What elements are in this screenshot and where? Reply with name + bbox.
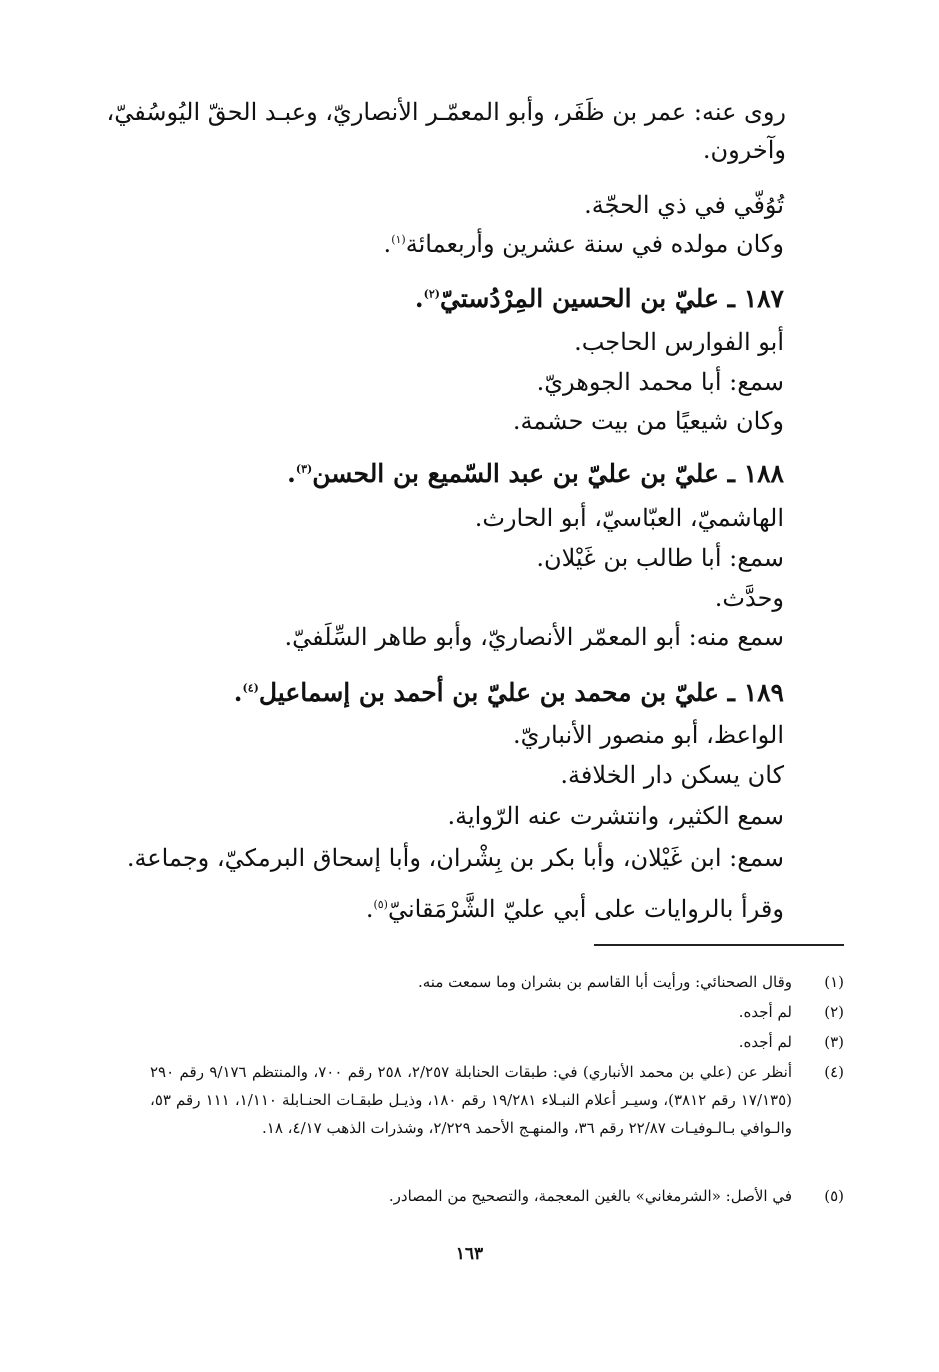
footnote-separator [594, 944, 844, 946]
text-line: الواعظ، أبو منصور الأنباريّ. [512, 721, 784, 749]
page-number: ١٦٣ [455, 1244, 484, 1264]
text-line [366, 893, 784, 925]
text-line: أبو الفوارس الحاجب. [574, 328, 784, 356]
text-span: . [233, 678, 243, 707]
text-line: سمع: ابن غَيْلان، وأبا بكر بن بِشْران، وأبا إسحاق البرمكيّ، وجماعة. [126, 844, 784, 872]
text-line: وحدَّث. [714, 584, 784, 612]
text-line: وآخرون. [702, 136, 786, 164]
text-span: وقرأ بالروايات على أبي عليّ الشَّرْمَقانيّ [387, 895, 784, 923]
footnote-text: أنظر عن (علي بن محمد الأنباري) في: طبقات الحنابلة ٢/٢٥٧، ٢٥٨ رقم ٧٠٠، والمنتظم ٩/١٧٦ رقم ٢٩٠ (١٧/١٣٥ رقم ٣٨١٢)، وسيـر أعلام النبـلاء ١٩/٢٨١ رقم ١٨٠، وذيـل طبقـات الحنـابلة ١/١١٠، ١١١ رقم ٥٣، والـوافي بـالـوفيـات ٢٢/٨٧ رقم ٣٦، والمنهـج الأحمد ٢/٢٢٩، وشذرات الذهب ٤/١٧، ١٨. [150, 1063, 793, 1137]
footnote-ref: (٤) [242, 681, 259, 695]
heading-text: ١٨٨ ـ عليّ بن عليّ بن عبد السّميع بن الحسن [312, 459, 784, 488]
text-span: . [287, 459, 296, 488]
footnote-text: لم أجده. [738, 1003, 792, 1021]
footnote-5 [150, 1182, 844, 1210]
footnote-text: لم أجده. [738, 1033, 792, 1051]
footnote-3 [150, 1028, 844, 1056]
text-line: وكان شيعيًا من بيت حشمة. [512, 407, 784, 435]
footnote-2 [150, 998, 844, 1026]
footnote-text: وقال الصحنائي: ورأيت أبا القاسم بن بشران وما سمعت منه. [417, 973, 792, 991]
text-line: سمع منه: أبو المعمّر الأنصاريّ، وأبو طاهر السِّلَفيّ. [284, 623, 784, 651]
footnote-number: (١) [824, 973, 844, 991]
footnote-number: (٥) [824, 1187, 844, 1205]
text-span: . [365, 895, 374, 923]
footnote-ref: (٥) [373, 898, 388, 911]
text-line: روى عنه: عمر بن ظَفَر، وأبو المعمّـر الأنصاريّ، وعبـد الحقّ اليُوسُفيّ، [106, 98, 786, 126]
heading-text: ١٨٩ ـ عليّ بن محمد بن عليّ بن أحمد بن إسماعيل [258, 678, 784, 707]
heading-text: ١٨٧ ـ عليّ بن الحسين المِرْدُستيّ [439, 284, 784, 313]
entry-heading-189 [234, 677, 784, 709]
footnote-number: (٣) [824, 1033, 844, 1051]
text-span: . [383, 230, 392, 258]
text-line [384, 228, 784, 260]
footnote-1 [150, 968, 844, 996]
text-line: كان يسكن دار الخلافة. [560, 761, 784, 789]
footnote-number: (٤) [824, 1063, 844, 1081]
footnote-number: (٢) [824, 1003, 844, 1021]
footnote-4 [150, 1058, 844, 1142]
footnote-ref: (٢) [423, 287, 440, 301]
text-line: تُوُفّي في ذي الحجّة. [584, 191, 784, 219]
footnote-text: في الأصل: «الشرمغاني» بالغين المعجمة، والتصحيح من المصادر. [388, 1187, 792, 1205]
entry-heading-187 [415, 283, 784, 315]
entry-heading-188 [287, 458, 784, 490]
footnote-ref: (٣) [295, 462, 313, 476]
footnote-ref: (١) [391, 233, 406, 246]
text-line: سمع: أبا طالب بن غَيْلان. [536, 544, 784, 572]
text-span: وكان مولده في سنة عشرين وأربعمائة [405, 230, 784, 258]
text-line: الهاشميّ، العبّاسيّ، أبو الحارث. [474, 504, 784, 532]
text-line: سمع: أبا محمد الجوهريّ. [536, 368, 784, 396]
text-span: . [414, 284, 424, 313]
text-line: سمع الكثير، وانتشرت عنه الرّواية. [447, 802, 784, 830]
